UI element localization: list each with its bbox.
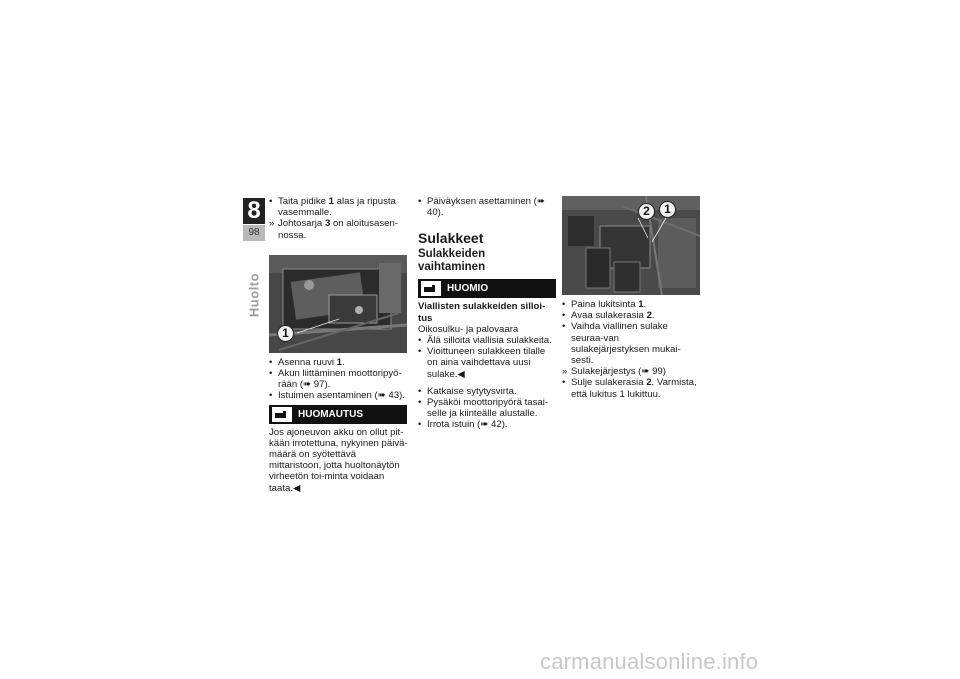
fuse-box-illustration <box>562 196 700 295</box>
fuse-box-photo <box>562 196 700 295</box>
notice-label: HUOMAUTUS <box>298 408 363 420</box>
step: • Akun liittäminen moottoripyö-rään (➠ 97). <box>269 368 402 391</box>
pointing-hand-icon <box>421 281 441 296</box>
callout-1: 1 <box>277 325 294 342</box>
page-number: 98 <box>243 225 265 241</box>
notice-sub: Oikosulku- ja palovaara <box>418 323 519 335</box>
step: » Johtosarja 3 on aloitusasen-nossa. <box>269 218 399 241</box>
chapter-number: 8 <box>243 198 265 224</box>
notice-label: HUOMIO <box>447 283 489 295</box>
callout-1: 1 <box>659 201 676 218</box>
step: • Sulje sulakerasia 2. Varmista, että lukitus 1 lukittuu. <box>562 377 697 400</box>
notice-text: Jos ajoneuvon akku on ollut pit-kään irrotettuna, nykyinen päivä-määrä on syötettävä mittaristoon, jotta huoltonäytön virheetön toi-minta voidaan taata.◀ <box>269 426 408 494</box>
notice-item: • Vioittuneen sulakkeen tilalle on aina vaihdettava uusi sulake.◀ <box>418 346 546 380</box>
step: • Katkaise sytytysvirta. <box>418 385 517 397</box>
pointing-hand-icon <box>272 407 292 422</box>
section-label: Huolto <box>246 272 262 318</box>
notice-item: • Älä silloita viallisia sulakkeita. <box>418 335 552 347</box>
step: • Istuimen asentaminen (➠ 43). <box>269 390 405 402</box>
step: • Irrota istuin (➠ 42). <box>418 419 508 431</box>
step: • Vaihda viallinen sulake seuraa-van sulakejärjestyksen mukai-sesti. <box>562 321 681 367</box>
notice-box <box>418 279 556 298</box>
notice-title: Viallisten sulakkeiden silloi-tus <box>418 301 546 324</box>
section-heading: Sulakkeet <box>418 230 484 247</box>
step: • Avaa sulakerasia 2. <box>562 310 655 322</box>
step: • Pysäköi moottoripyörä tasai-selle ja kiinteälle alustalle. <box>418 397 549 420</box>
step: » Sulakejärjestys (➠ 99) <box>562 366 666 378</box>
step: • Asenna ruuvi 1. <box>269 356 345 368</box>
battery-photo <box>269 255 407 353</box>
step: • Päiväyksen asettaminen (➠ 40). <box>418 196 545 219</box>
column-1 <box>269 196 409 494</box>
step: • Taita pidike 1 alas ja ripusta vasemmalle. <box>269 196 396 219</box>
watermark: carmanualsonline.info <box>540 649 759 674</box>
sub-heading: Sulakkeiden vaihtaminen <box>418 248 486 274</box>
notice-box <box>269 405 407 424</box>
callout-2: 2 <box>638 203 655 220</box>
step: • Paina lukitsinta 1. <box>562 299 647 310</box>
column-3 <box>562 196 700 400</box>
column-2 <box>418 196 554 431</box>
